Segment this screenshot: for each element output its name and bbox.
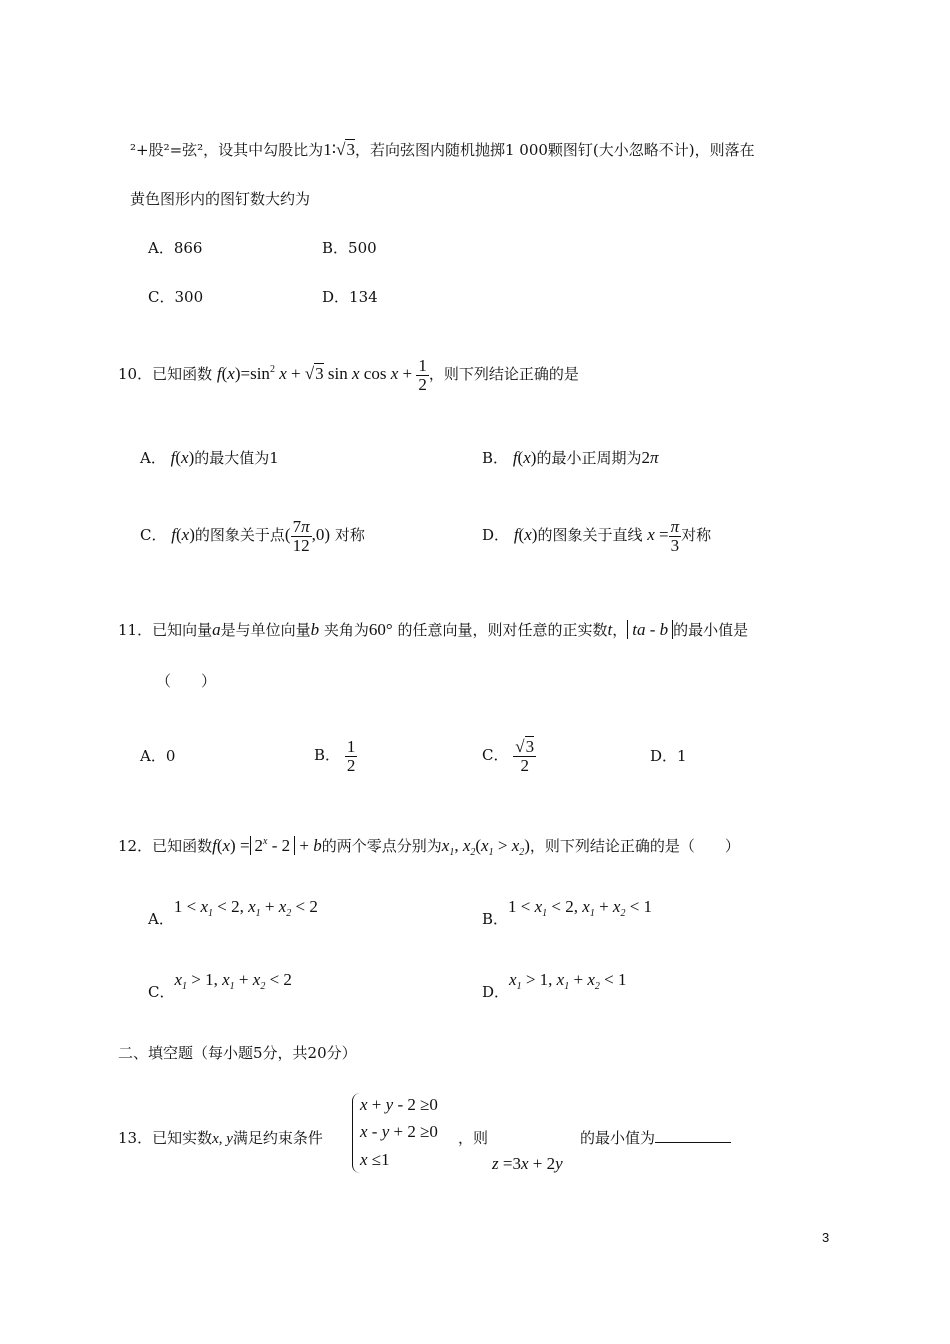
q10-d-text-b: 对称 (681, 526, 712, 544)
page-number: 3 (822, 1230, 830, 1245)
q13-constraint-1: x + y - 2 ≥0 (360, 1095, 438, 1114)
q11-t1: 是与单位向量 (220, 621, 311, 639)
q11-c-frac: $\frac{√3}{2}$ (515, 736, 535, 775)
q13-then: ，则 (458, 1129, 489, 1147)
q10-d-line: x = $\frac{\pi}{3}$ (647, 516, 680, 555)
q9-option-d: D．134 (322, 288, 378, 306)
q11-t2: 夹角为 (323, 621, 369, 639)
q10-b-text: 的最小正周期为 (536, 449, 642, 467)
q12-option-b (482, 897, 652, 929)
q12-d-label: D． (482, 983, 510, 1001)
q10-a-label: A． (140, 449, 166, 467)
q11-c-label: C． (482, 746, 509, 764)
q12-c-label: C． (148, 983, 175, 1001)
q12-suffix: ，则下列结论正确的是（ ） (529, 837, 740, 855)
q9-option-b: B．500 (322, 239, 377, 257)
q10-function: $f(x)=\sin^2$ x + √3 sin x cos x + $\frac{1}{2}$ (216, 355, 427, 394)
q11-t5: 的最小值是 (673, 621, 749, 639)
q12-b-label: B． (482, 910, 509, 928)
q11-t3: 的任意向量，则对任意的正实数 (397, 621, 608, 639)
q12-option-c (148, 970, 292, 1002)
q9-text-a: ²+股²=弦²，设其中勾股比为 (130, 141, 324, 159)
section-heading: 二、填空题（每小题5分，共20分） (118, 1044, 357, 1062)
q13-constraint-3: x ≤1 (360, 1150, 390, 1169)
q12-option-d (482, 970, 626, 1002)
q9-option-c: C．300 (148, 288, 204, 306)
q13-objective: z =3x + 2y (492, 1154, 563, 1173)
q13-prefix: 13．已知实数 (118, 1129, 213, 1147)
q12-d-math: $x_1 > 1$, $x_1 + x_2 < 1$ (509, 970, 627, 992)
q12-option-a (148, 897, 318, 929)
q10-a-math: f(x) (170, 448, 195, 467)
q9-ratio: 1∶√3 (323, 140, 355, 159)
q10-option-d (482, 515, 711, 555)
q13-tail (580, 1128, 731, 1148)
q11-option-b (314, 725, 357, 785)
q13-constraint-2: x - y + 2 ≥0 (360, 1122, 438, 1141)
q10-option-c (140, 515, 365, 555)
q12-mid: 的两个零点分别为 (321, 837, 442, 855)
q11-abs-expr: ta - b (627, 620, 673, 639)
q11-paren: （ ） (156, 672, 217, 690)
q13-t3: 的最小值为 (580, 1129, 656, 1147)
q10-prefix: 10．已知函数 (118, 365, 213, 383)
q11-option-d: D．1 (650, 747, 687, 765)
q9-option-a: A．866 (148, 239, 203, 257)
q9-line1 (130, 140, 755, 160)
q12-function: $f(x) = 2^x - 2 + b$ (212, 836, 322, 855)
q13-stem (118, 1128, 323, 1149)
q11-angle: 60° (368, 620, 393, 639)
q11-t4: ， (612, 621, 628, 639)
q11-b-label: B． (314, 746, 341, 764)
q11-option-c (482, 725, 536, 785)
q13-t1: 满足约束条件 (232, 1129, 323, 1147)
q12-zeros: $x_1$, $x_2(x_1 > x_2)$ (441, 836, 530, 858)
q10-stem (118, 352, 579, 394)
q10-b-period: 2π (641, 448, 659, 467)
q9-text-b: ，若向弦图内随机抛掷1 000颗图钉(大小忽略不计)，则落在 (354, 141, 755, 159)
q12-b-math: $1 < x_1 < 2$, $x_1 + x_2 < 1$ (508, 897, 653, 919)
q10-d-text-a: 的图象关于直线 (537, 526, 643, 544)
q11-b-frac: $\frac{1}{2}$ (346, 736, 356, 775)
q12-c-math: $x_1 > 1$, $x_1 + x_2 < 2$ (174, 970, 292, 992)
q10-a-text: 的最大值为1 (194, 449, 279, 467)
q10-c-text-b: 对称 (334, 526, 365, 544)
q10-option-b (482, 440, 658, 476)
q10-option-a (140, 440, 279, 476)
q11-var-t: t (607, 620, 613, 639)
q10-c-text-a: 的图象关于点 (194, 526, 285, 544)
q12-stem (118, 830, 740, 865)
q11-vec-a: a (212, 620, 221, 639)
q10-b-math: f(x) (512, 448, 537, 467)
q11-vec-b: b (310, 620, 320, 639)
q13-answer-blank[interactable] (655, 1128, 731, 1143)
q12-a-label: A． (148, 910, 174, 928)
q10-c-label: C． (140, 526, 167, 544)
q12-prefix: 12．已知函数 (118, 837, 213, 855)
q12-a-math: $1 < x_1 < 2$, $x_1 + x_2 < 2$ (173, 897, 318, 919)
q10-c-point: ( $\frac{7\pi}{12}$ ,0) (284, 516, 331, 555)
q11-prefix: 11．已知向量 (118, 621, 213, 639)
q9-line2: 黄色图形内的图钉数大约为 (130, 190, 311, 208)
q10-b-label: B． (482, 449, 509, 467)
q10-d-math: f(x) (513, 525, 538, 544)
q13-vars: x, y (212, 1131, 233, 1147)
q11-stem (118, 620, 748, 640)
q10-d-label: D． (482, 526, 510, 544)
q10-c-math: f(x) (171, 525, 195, 544)
q11-option-a: A．0 (140, 747, 176, 765)
q10-suffix: ，则下列结论正确的是 (428, 365, 579, 383)
